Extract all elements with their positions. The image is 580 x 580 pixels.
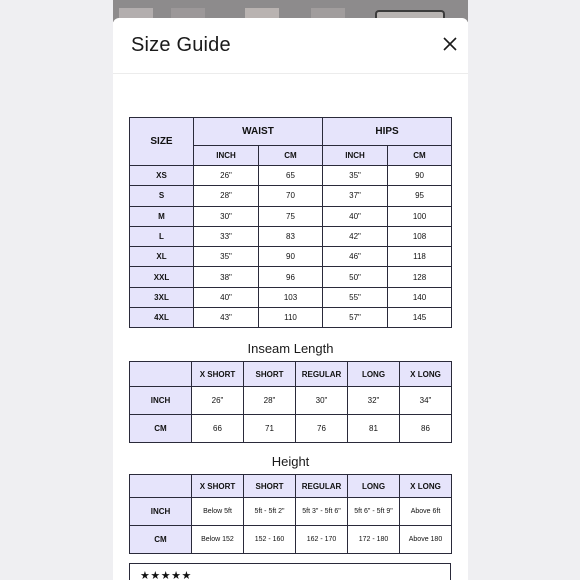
height-section-title: Height <box>271 454 310 469</box>
table-row <box>130 387 452 415</box>
hips-cm-cell: 145 <box>388 308 452 328</box>
table-cell: 86 <box>400 415 452 443</box>
row-label: INCH <box>130 387 192 415</box>
hips-cm-cell: 140 <box>388 287 452 307</box>
table-cell: 152 - 160 <box>244 526 296 554</box>
table-cell: 30" <box>296 387 348 415</box>
hips-inch-cell: 37" <box>323 186 388 206</box>
table-row <box>130 308 452 328</box>
hips-inch-cell: 55" <box>323 287 388 307</box>
waist-inch-cell: 28" <box>194 186 259 206</box>
table-row <box>130 498 452 526</box>
column-header: X SHORT <box>192 475 244 498</box>
waist-cm-header: CM <box>259 146 323 166</box>
column-header: LONG <box>348 475 400 498</box>
modal-title: Size Guide <box>131 34 231 56</box>
size-label: L <box>130 226 194 246</box>
column-header: SHORT <box>244 475 296 498</box>
row-label: CM <box>130 415 192 443</box>
waist-inch-cell: 26" <box>194 166 259 186</box>
inseam-section-title: Inseam Length <box>247 341 334 356</box>
column-header: SHORT <box>244 362 296 387</box>
hips-inch-cell: 42" <box>323 226 388 246</box>
waist-inch-cell: 33" <box>194 226 259 246</box>
waist-cm-cell: 103 <box>259 287 323 307</box>
table-cell: 76 <box>296 415 348 443</box>
table-cell: Above 6ft <box>400 498 452 526</box>
column-header: REGULAR <box>296 362 348 387</box>
hips-cm-cell: 128 <box>388 267 452 287</box>
table-cell: Above 180 <box>400 526 452 554</box>
table-cell: 26" <box>192 387 244 415</box>
size-label: M <box>130 206 194 226</box>
size-label: XL <box>130 247 194 267</box>
table-cell: 34" <box>400 387 452 415</box>
size-column-header: SIZE <box>130 118 194 166</box>
table-cell: 81 <box>348 415 400 443</box>
hips-cm-cell: 100 <box>388 206 452 226</box>
inseam-length-table <box>129 361 452 443</box>
waist-cm-cell: 110 <box>259 308 323 328</box>
waist-cm-cell: 65 <box>259 166 323 186</box>
empty-corner-cell <box>130 362 192 387</box>
table-row <box>130 526 452 554</box>
table-row <box>130 267 452 287</box>
star-rating: ★★★★★ <box>140 569 192 580</box>
size-label: S <box>130 186 194 206</box>
hips-cm-cell: 95 <box>388 186 452 206</box>
table-row <box>130 415 452 443</box>
hips-inch-cell: 35" <box>323 166 388 186</box>
hips-inch-header: INCH <box>323 146 388 166</box>
row-label: CM <box>130 526 192 554</box>
table-row <box>130 287 452 307</box>
column-header: X LONG <box>400 362 452 387</box>
close-button[interactable] <box>442 36 458 52</box>
column-header: LONG <box>348 362 400 387</box>
hips-inch-cell: 46" <box>323 247 388 267</box>
waist-column-header: WAIST <box>194 118 323 146</box>
table-cell: 172 - 180 <box>348 526 400 554</box>
size-label: XXL <box>130 267 194 287</box>
waist-hips-size-table <box>129 117 452 328</box>
table-row <box>130 226 452 246</box>
waist-cm-cell: 90 <box>259 247 323 267</box>
hips-cm-header: CM <box>388 146 452 166</box>
column-header: X SHORT <box>192 362 244 387</box>
table-cell: 162 - 170 <box>296 526 348 554</box>
close-icon <box>442 36 458 52</box>
table-cell: 5ft 3" - 5ft 6" <box>296 498 348 526</box>
waist-cm-cell: 70 <box>259 186 323 206</box>
height-table <box>129 474 452 554</box>
waist-cm-cell: 96 <box>259 267 323 287</box>
table-cell: 5ft - 5ft 2" <box>244 498 296 526</box>
table-row <box>130 247 452 267</box>
size-label: 4XL <box>130 308 194 328</box>
waist-inch-cell: 38" <box>194 267 259 287</box>
column-header: REGULAR <box>296 475 348 498</box>
table-cell: 5ft 6" - 5ft 9" <box>348 498 400 526</box>
size-label: XS <box>130 166 194 186</box>
hips-column-header: HIPS <box>323 118 452 146</box>
hips-cm-cell: 90 <box>388 166 452 186</box>
hips-inch-cell: 57" <box>323 308 388 328</box>
waist-inch-cell: 35" <box>194 247 259 267</box>
empty-corner-cell <box>130 475 192 498</box>
table-cell: 66 <box>192 415 244 443</box>
review-box <box>129 563 451 580</box>
table-cell: Below 5ft <box>192 498 244 526</box>
waist-inch-cell: 40" <box>194 287 259 307</box>
waist-inch-header: INCH <box>194 146 259 166</box>
waist-inch-cell: 43" <box>194 308 259 328</box>
row-label: INCH <box>130 498 192 526</box>
hips-cm-cell: 108 <box>388 226 452 246</box>
table-cell: 32" <box>348 387 400 415</box>
hips-cm-cell: 118 <box>388 247 452 267</box>
hips-inch-cell: 40" <box>323 206 388 226</box>
waist-cm-cell: 75 <box>259 206 323 226</box>
table-cell: 28" <box>244 387 296 415</box>
table-cell: 71 <box>244 415 296 443</box>
table-row <box>130 166 452 186</box>
modal-header <box>113 18 468 74</box>
waist-cm-cell: 83 <box>259 226 323 246</box>
hips-inch-cell: 50" <box>323 267 388 287</box>
column-header: X LONG <box>400 475 452 498</box>
waist-inch-cell: 30" <box>194 206 259 226</box>
size-label: 3XL <box>130 287 194 307</box>
size-guide-modal <box>113 18 468 580</box>
table-row <box>130 206 452 226</box>
table-row <box>130 186 452 206</box>
table-cell: Below 152 <box>192 526 244 554</box>
